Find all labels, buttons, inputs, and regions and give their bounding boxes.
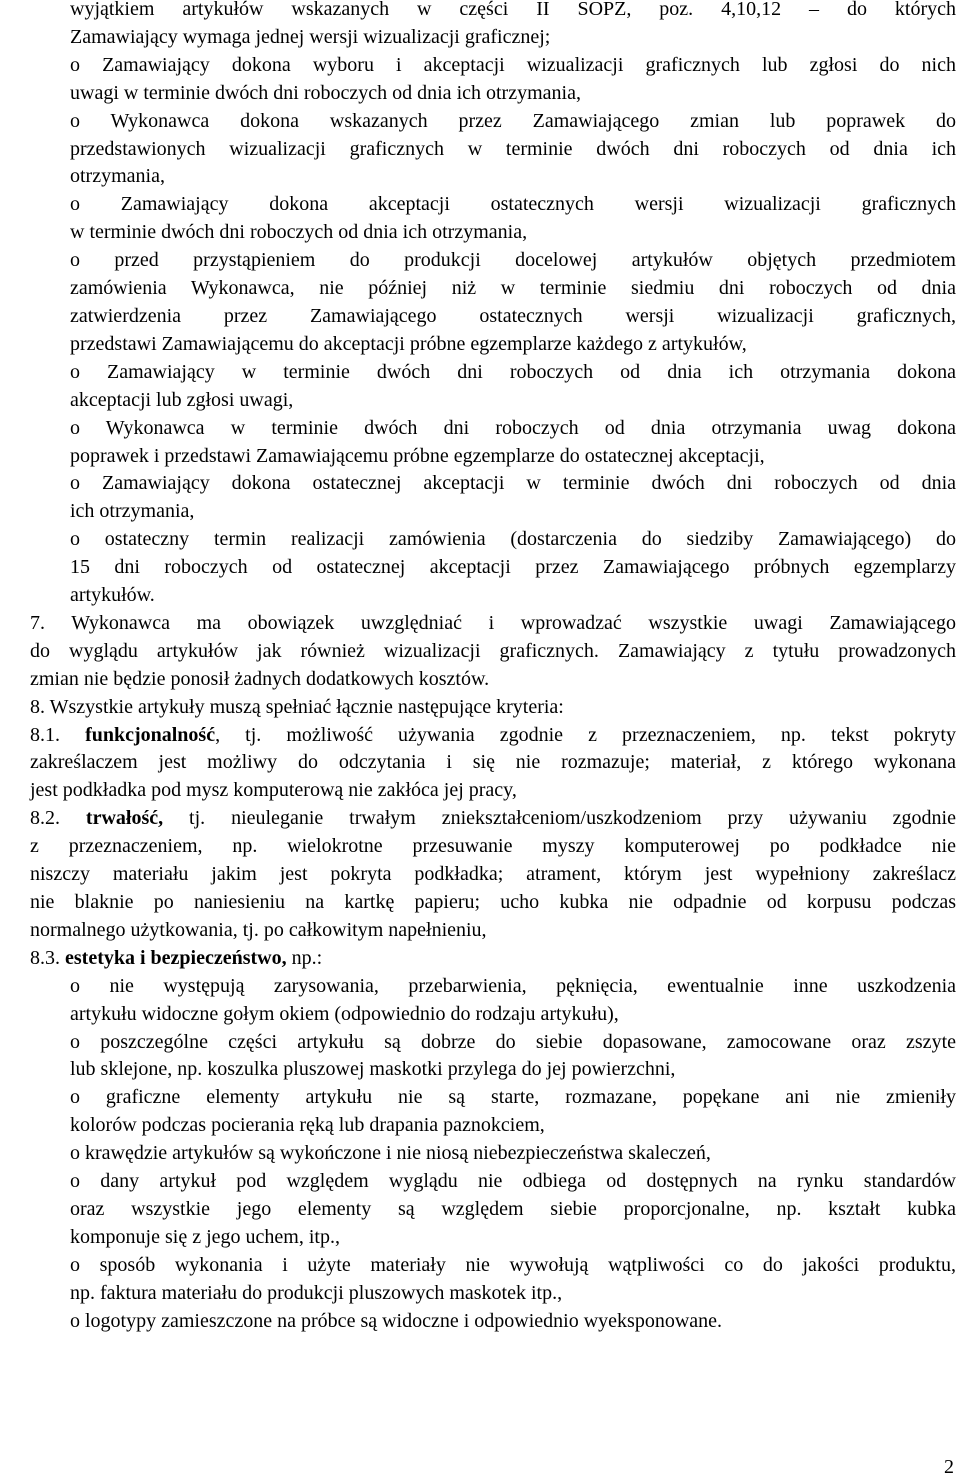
text-line: uwagi w terminie dwóch dni roboczych od dnia ich otrzymania, [70,81,581,104]
text-line: w terminie dwóch dni roboczych od dnia ich otrzymania, [70,221,528,244]
criterion-text: tj. nieuleganie trwałym zniekształceniom/uszkodzeniom przy używaniu zgodnie [163,807,956,830]
text-line: o dany artykuł pod względem wyglądu nie odbiega od dostępnych na rynku standardów [70,1170,956,1193]
criterion-8-3 [0,945,956,973]
text-line: nie blaknie po naniesieniu na kartkę papieru; ucho kubka nie odpadnie od korpusu podczas [30,891,956,913]
list-item [0,247,956,359]
numbered-paragraph-8 [0,694,956,722]
text-line: o Zamawiający dokona ostatecznej akceptacji w terminie dwóch dni roboczych od dnia [70,472,956,495]
criterion-8-1 [0,722,956,750]
aesthetics-item [0,1252,956,1308]
list-item [0,526,956,610]
criterion-number: 8.1. [30,723,60,746]
text-line: 7. Wykonawca ma obowiązek uwzględniać i wprowadzać wszystkie uwagi Zamawiającego [30,611,956,634]
criterion-term: funkcjonalność [85,723,216,746]
text-line: z przeznaczeniem, np. wielokrotne przesuwanie myszy komputerowej po podkładce nie [30,835,956,858]
text-line: o nie występują zarysowania, przebarwienia, pęknięcia, ewentualnie inne uszkodzenia [70,974,956,997]
aesthetics-item [0,1084,956,1140]
aesthetics-item [0,1168,956,1252]
text-line: akceptacji lub zgłosi uwagi, [70,388,294,411]
text-line: zamówienia Wykonawca, nie później niż w terminie siedmiu dni roboczych od dnia [70,277,956,300]
criterion-term: estetyka i bezpieczeństwo, [65,946,287,969]
criterion-text: np.: [286,946,323,969]
criterion-8-2 [0,805,956,833]
text-line: niszczy materiału jakim jest pokryta podkładka; atrament, którym jest wypełniony zakreślacz [30,863,956,886]
text-line: poprawek i przedstawi Zamawiającemu próbne egzemplarze do ostatecznej akceptacji, [70,444,765,467]
text-line: artykułu widoczne gołym okiem (odpowiednio do rodzaju artykułu), [70,1002,619,1025]
text-line: zmian nie będzie ponosił żadnych dodatkowych kosztów. [30,667,490,690]
text-line [30,805,956,833]
criterion-term: trwałość, [85,807,164,830]
text-line: otrzymania, [70,165,165,188]
criterion-8-1-continued [0,749,956,805]
criterion-number: 8.2. [30,807,60,830]
text-line [30,945,956,973]
page-number: 2 [944,1456,954,1478]
text-line: ich otrzymania, [70,500,195,523]
text-line: o poszczególne części artykułu są dobrze do siebie dopasowane, zamocowane oraz zszyte [70,1030,956,1053]
text-line: do wyglądu artykułów jak również wizualizacji graficznych. Zamawiający z tytułu prowadzonych [30,639,956,662]
text-line: oraz wszystkie jego elementy są względem siebie proporcjonalne, np. kształt kubka [70,1197,956,1220]
text-line: kolorów podczas pocierania ręką lub drapania paznokciem, [70,1114,545,1137]
text-line: o przed przystąpieniem do produkcji docelowej artykułów objętych przedmiotem [70,249,956,272]
text-line: wyjątkiem artykułów wskazanych w części II SOPZ, poz. 4,10,12 – do których [70,0,956,20]
text-line: o logotypy zamieszczone na próbce są widoczne i odpowiednio wyeksponowane. [70,1309,723,1332]
paragraph-b1 [0,0,956,52]
text-line: lub sklejone, np. koszulka pluszowej maskotki przylega do jej powierzchni, [70,1058,676,1081]
text-line: np. faktura materiału do produkcji pluszowych maskotek itp., [70,1281,563,1304]
list-item [0,108,956,192]
criterion-text: , tj. możliwość używania zgodnie z przeznaczeniem, np. tekst pokryty [215,723,956,746]
text-line: o Wykonawca dokona wskazanych przez Zamawiającego zmian lub poprawek do [70,109,956,132]
list-item [0,191,956,247]
aesthetics-item [0,1140,956,1168]
aesthetics-item [0,1029,956,1085]
text-line: zakreślaczem jest możliwy do odczytania i się nie rozmazuje; materiał, z którego wykonana [30,751,956,774]
list-item [0,359,956,415]
text-line: artykułów. [70,584,155,607]
text-line: 15 dni roboczych od ostatecznej akceptacji przez Zamawiającego próbnych egzemplarzy [70,556,956,579]
text-line: o Wykonawca w terminie dwóch dni roboczych od dnia otrzymania uwag dokona [70,416,956,439]
text-line: o Zamawiający dokona wyboru i akceptacji wizualizacji graficznych lub zgłosi do nich [70,53,956,76]
text-line: o Zamawiający w terminie dwóch dni roboczych od dnia ich otrzymania dokona [70,360,956,383]
text-line: 8. Wszystkie artykuły muszą spełniać łącznie następujące kryteria: [30,695,564,718]
list-item [0,470,956,526]
text-line: Zamawiający wymaga jednej wersji wizualizacji graficznej; [70,25,551,48]
text-line: o ostateczny termin realizacji zamówienia (dostarczenia do siedziby Zamawiającego) do [70,528,956,551]
text-line: o krawędzie artykułów są wykończone i nie niosą niebezpieczeństwa skaleczeń, [70,1142,711,1165]
text-line: zatwierdzenia przez Zamawiającego ostatecznych wersji wizualizacji graficznych, [70,304,956,327]
text-line: przedstawi Zamawiającemu do akceptacji próbne egzemplarze każdego z artykułów, [70,332,747,355]
text-line: o Zamawiający dokona akceptacji ostatecznych wersji wizualizacji graficznych [70,193,956,216]
text-line: normalnego użytkowania, tj. po całkowitym napełnieniu, [30,918,487,941]
aesthetics-item [0,1308,956,1336]
text-line: o graficzne elementy artykułu nie są starte, rozmazane, popękane ani nie zmieniły [70,1086,956,1109]
criterion-8-2-continued [0,833,956,945]
text-line: przedstawionych wizualizacji graficznych w terminie dwóch dni roboczych od dnia ich [70,137,956,160]
text-line: komponuje się z jego uchem, itp., [70,1225,340,1248]
aesthetics-item [0,973,956,1029]
list-item [0,415,956,471]
text-line [30,722,956,750]
text-line: o sposób wykonania i użyte materiały nie wywołują wątpliwości co do jakości produktu, [70,1253,956,1276]
list-item [0,52,956,108]
numbered-paragraph-7 [0,610,956,694]
text-line: jest podkładka pod mysz komputerową nie zakłóca jej pracy, [30,779,517,802]
criterion-number: 8.3. [30,946,60,969]
